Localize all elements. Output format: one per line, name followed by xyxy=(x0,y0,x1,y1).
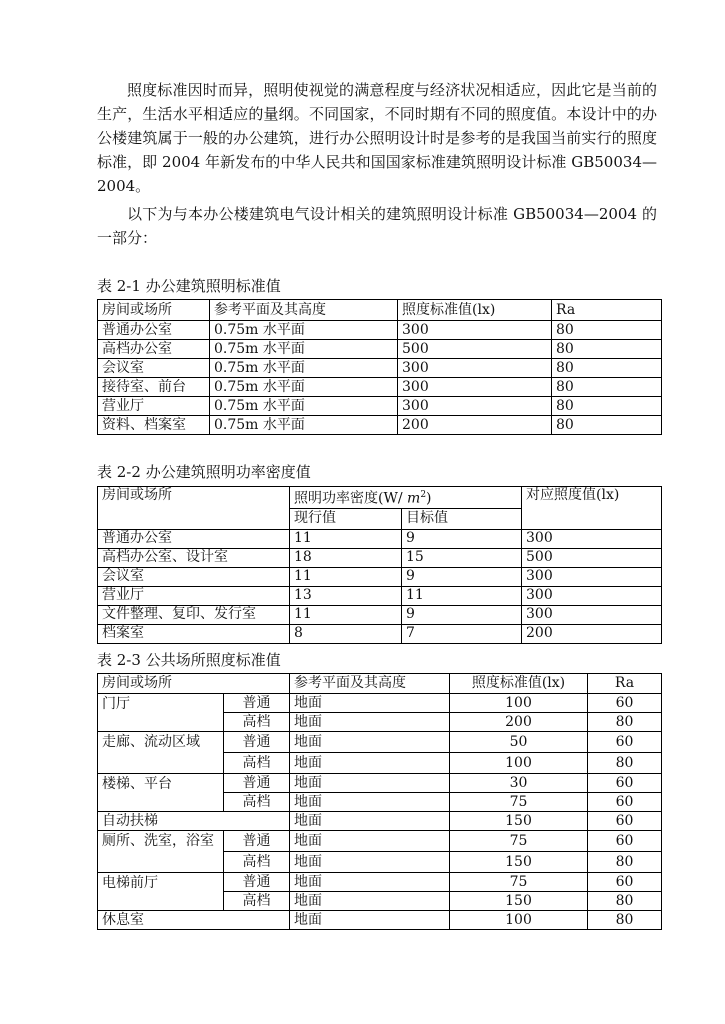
table-row xyxy=(98,378,662,397)
table3-cell-plane: 地面 xyxy=(290,694,450,713)
table3-cell-grade: 高档 xyxy=(224,713,290,732)
table2-cell-current: 13 xyxy=(290,586,402,605)
table3-cell-lux: 75 xyxy=(450,793,588,812)
table3-cell-lux: 150 xyxy=(450,852,588,873)
table2-cell-room: 文件整理、复印、发行室 xyxy=(98,605,290,624)
table3-cell-plane: 地面 xyxy=(290,732,450,753)
table1-cell-lux: 300 xyxy=(398,378,552,397)
table1-cell-plane: 0.75m 水平面 xyxy=(210,397,398,416)
table2-header-corresponding-lux: 对应照度值(lx) xyxy=(522,487,662,530)
table1-cell-ra: 80 xyxy=(552,340,662,359)
table3-cell-room: 门厅 xyxy=(98,694,224,732)
table3-cell-lux: 150 xyxy=(450,892,588,911)
table3-cell-lux: 50 xyxy=(450,732,588,753)
table2-header-row-1 xyxy=(98,487,662,509)
table2-cell-current: 18 xyxy=(290,548,402,567)
table-row xyxy=(98,624,662,643)
table3-cell-ra: 80 xyxy=(588,713,662,732)
table-row xyxy=(98,321,662,340)
table3-cell-room: 自动扶梯 xyxy=(98,812,290,831)
table2-cell-target: 11 xyxy=(402,586,522,605)
table-row xyxy=(98,548,662,567)
table1-cell-ra: 80 xyxy=(552,359,662,378)
table3-cell-ra: 80 xyxy=(588,892,662,911)
table1-caption: 表 2-1 办公建筑照明标准值 xyxy=(97,277,281,295)
table3-cell-room: 电梯前厅 xyxy=(98,873,224,911)
table1-cell-room: 营业厅 xyxy=(98,397,210,416)
table1-header-ra: Ra xyxy=(552,300,662,321)
table1-header-lux: 照度标准值(lx) xyxy=(398,300,552,321)
table3-cell-grade: 高档 xyxy=(224,892,290,911)
table3-cell-lux: 100 xyxy=(450,694,588,713)
table2-power-density xyxy=(97,486,662,644)
table2-cell-lux: 500 xyxy=(522,548,662,567)
table1-cell-room: 普通办公室 xyxy=(98,321,210,340)
table2-caption: 表 2-2 办公建筑照明功率密度值 xyxy=(97,463,311,481)
table-row xyxy=(98,732,662,753)
table2-cell-current: 11 xyxy=(290,605,402,624)
table3-cell-plane: 地面 xyxy=(290,852,450,873)
table2-header-density-suffix: ) xyxy=(426,490,432,507)
table3-cell-plane: 地面 xyxy=(290,911,450,930)
table2-header-density xyxy=(290,487,522,509)
table3-cell-grade: 普通 xyxy=(224,732,290,753)
table1-cell-plane: 0.75m 水平面 xyxy=(210,321,398,340)
table2-cell-room: 高档办公室、设计室 xyxy=(98,548,290,567)
table-row xyxy=(98,397,662,416)
table3-cell-ra: 60 xyxy=(588,873,662,892)
table2-cell-target: 9 xyxy=(402,605,522,624)
table-row xyxy=(98,812,662,831)
table3-cell-grade: 普通 xyxy=(224,694,290,713)
table3-cell-lux: 100 xyxy=(450,753,588,774)
table3-cell-plane: 地面 xyxy=(290,753,450,774)
table3-cell-grade: 高档 xyxy=(224,753,290,774)
table-row xyxy=(98,416,662,435)
table1-cell-room: 会议室 xyxy=(98,359,210,378)
table2-cell-target: 15 xyxy=(402,548,522,567)
table3-cell-ra: 60 xyxy=(588,694,662,713)
table-row xyxy=(98,831,662,852)
table3-cell-plane: 地面 xyxy=(290,713,450,732)
table2-cell-room: 档案室 xyxy=(98,624,290,643)
table3-cell-room: 楼梯、平台 xyxy=(98,774,224,812)
table2-cell-lux: 300 xyxy=(522,529,662,548)
table3-cell-lux: 75 xyxy=(450,873,588,892)
table3-cell-room: 走廊、流动区域 xyxy=(98,732,224,774)
table-row xyxy=(98,586,662,605)
table3-cell-ra: 60 xyxy=(588,831,662,852)
table3-cell-lux: 75 xyxy=(450,831,588,852)
table3-cell-plane: 地面 xyxy=(290,873,450,892)
table3-cell-plane: 地面 xyxy=(290,892,450,911)
table1-cell-plane: 0.75m 水平面 xyxy=(210,359,398,378)
table2-cell-room: 营业厅 xyxy=(98,586,290,605)
table1-office-lighting-standards xyxy=(97,299,662,435)
table3-cell-plane: 地面 xyxy=(290,793,450,812)
table3-caption: 表 2-3 公共场所照度标准值 xyxy=(97,651,281,669)
table1-cell-plane: 0.75m 水平面 xyxy=(210,416,398,435)
table2-header-target: 目标值 xyxy=(402,508,522,529)
table1-cell-lux: 500 xyxy=(398,340,552,359)
table2-cell-target: 9 xyxy=(402,529,522,548)
table-row xyxy=(98,694,662,713)
table1-cell-lux: 200 xyxy=(398,416,552,435)
table3-cell-grade: 普通 xyxy=(224,873,290,892)
table3-cell-ra: 80 xyxy=(588,753,662,774)
table2-cell-room: 普通办公室 xyxy=(98,529,290,548)
table-row xyxy=(98,873,662,892)
table3-cell-grade: 高档 xyxy=(224,793,290,812)
table1-header-row xyxy=(98,300,662,321)
table1-cell-lux: 300 xyxy=(398,321,552,340)
table2-cell-current: 8 xyxy=(290,624,402,643)
table-row xyxy=(98,567,662,586)
table1-cell-room: 接待室、前台 xyxy=(98,378,210,397)
table1-cell-ra: 80 xyxy=(552,378,662,397)
table1-cell-ra: 80 xyxy=(552,321,662,340)
table3-header-ra: Ra xyxy=(588,674,662,694)
table2-header-current: 现行值 xyxy=(290,508,402,529)
table3-cell-ra: 60 xyxy=(588,774,662,793)
table1-cell-plane: 0.75m 水平面 xyxy=(210,378,398,397)
table3-header-plane: 参考平面及其高度 xyxy=(290,674,450,694)
table1-cell-ra: 80 xyxy=(552,397,662,416)
table3-cell-plane: 地面 xyxy=(290,774,450,793)
table3-cell-ra: 60 xyxy=(588,732,662,753)
table3-cell-plane: 地面 xyxy=(290,812,450,831)
table3-cell-lux: 100 xyxy=(450,911,588,930)
table3-header-room: 房间或场所 xyxy=(98,674,290,694)
table2-header-density-prefix: 照明功率密度(W/ xyxy=(294,490,408,507)
table2-cell-target: 9 xyxy=(402,567,522,586)
table3-cell-ra: 60 xyxy=(588,812,662,831)
intro-paragraph-2: 以下为与本办公楼建筑电气设计相关的建筑照明设计标准 GB50034—2004 的一部分： xyxy=(97,205,657,247)
table3-cell-ra: 80 xyxy=(588,852,662,873)
table3-header-row xyxy=(98,674,662,694)
table2-cell-current: 11 xyxy=(290,567,402,586)
table2-cell-target: 7 xyxy=(402,624,522,643)
table1-cell-plane: 0.75m 水平面 xyxy=(210,340,398,359)
table3-cell-lux: 150 xyxy=(450,812,588,831)
table2-header-room: 房间或场所 xyxy=(98,487,290,530)
table3-cell-room: 厕所、洗室，浴室 xyxy=(98,831,224,873)
table3-cell-room: 休息室 xyxy=(98,911,290,930)
table3-cell-grade: 普通 xyxy=(224,774,290,793)
table-row xyxy=(98,605,662,624)
table1-cell-ra: 80 xyxy=(552,416,662,435)
table-row xyxy=(98,359,662,378)
table3-cell-ra: 60 xyxy=(588,793,662,812)
table2-header-density-sup: 2 xyxy=(420,490,427,500)
table2-cell-room: 会议室 xyxy=(98,567,290,586)
table3-public-space-illuminance xyxy=(97,673,662,930)
table2-cell-lux: 300 xyxy=(522,605,662,624)
table1-cell-lux: 300 xyxy=(398,397,552,416)
table3-cell-ra: 80 xyxy=(588,911,662,930)
table1-cell-lux: 300 xyxy=(398,359,552,378)
table-row xyxy=(98,340,662,359)
table1-cell-room: 高档办公室 xyxy=(98,340,210,359)
table-row xyxy=(98,529,662,548)
table2-cell-lux: 300 xyxy=(522,586,662,605)
table3-cell-plane: 地面 xyxy=(290,831,450,852)
table2-header-density-unit: m xyxy=(407,490,421,507)
table3-cell-grade: 普通 xyxy=(224,831,290,852)
table2-cell-lux: 300 xyxy=(522,567,662,586)
table3-cell-lux: 200 xyxy=(450,713,588,732)
table1-cell-room: 资料、档案室 xyxy=(98,416,210,435)
table1-header-plane: 参考平面及其高度 xyxy=(210,300,398,321)
table2-cell-current: 11 xyxy=(290,529,402,548)
table-row xyxy=(98,774,662,793)
table-row xyxy=(98,911,662,930)
table3-cell-grade: 高档 xyxy=(224,852,290,873)
intro-paragraph-1: 照度标准因时而异，照明使视觉的满意程度与经济状况相适应，因此它是当前的生产，生活水平相适应的量纲。不同国家，不同时期有不同的照度值。本设计中的办公楼建筑属于一般的办公建筑，进行办公照明设计时是参考的是我国当前实行的照度标准，即 2004 年新发布的中华人民共和国国家标准建筑照明设计标准 GB50034—2004。 xyxy=(97,81,657,195)
table2-cell-lux: 200 xyxy=(522,624,662,643)
table1-header-room: 房间或场所 xyxy=(98,300,210,321)
table3-header-lux: 照度标准值(lx) xyxy=(450,674,588,694)
table3-cell-lux: 30 xyxy=(450,774,588,793)
